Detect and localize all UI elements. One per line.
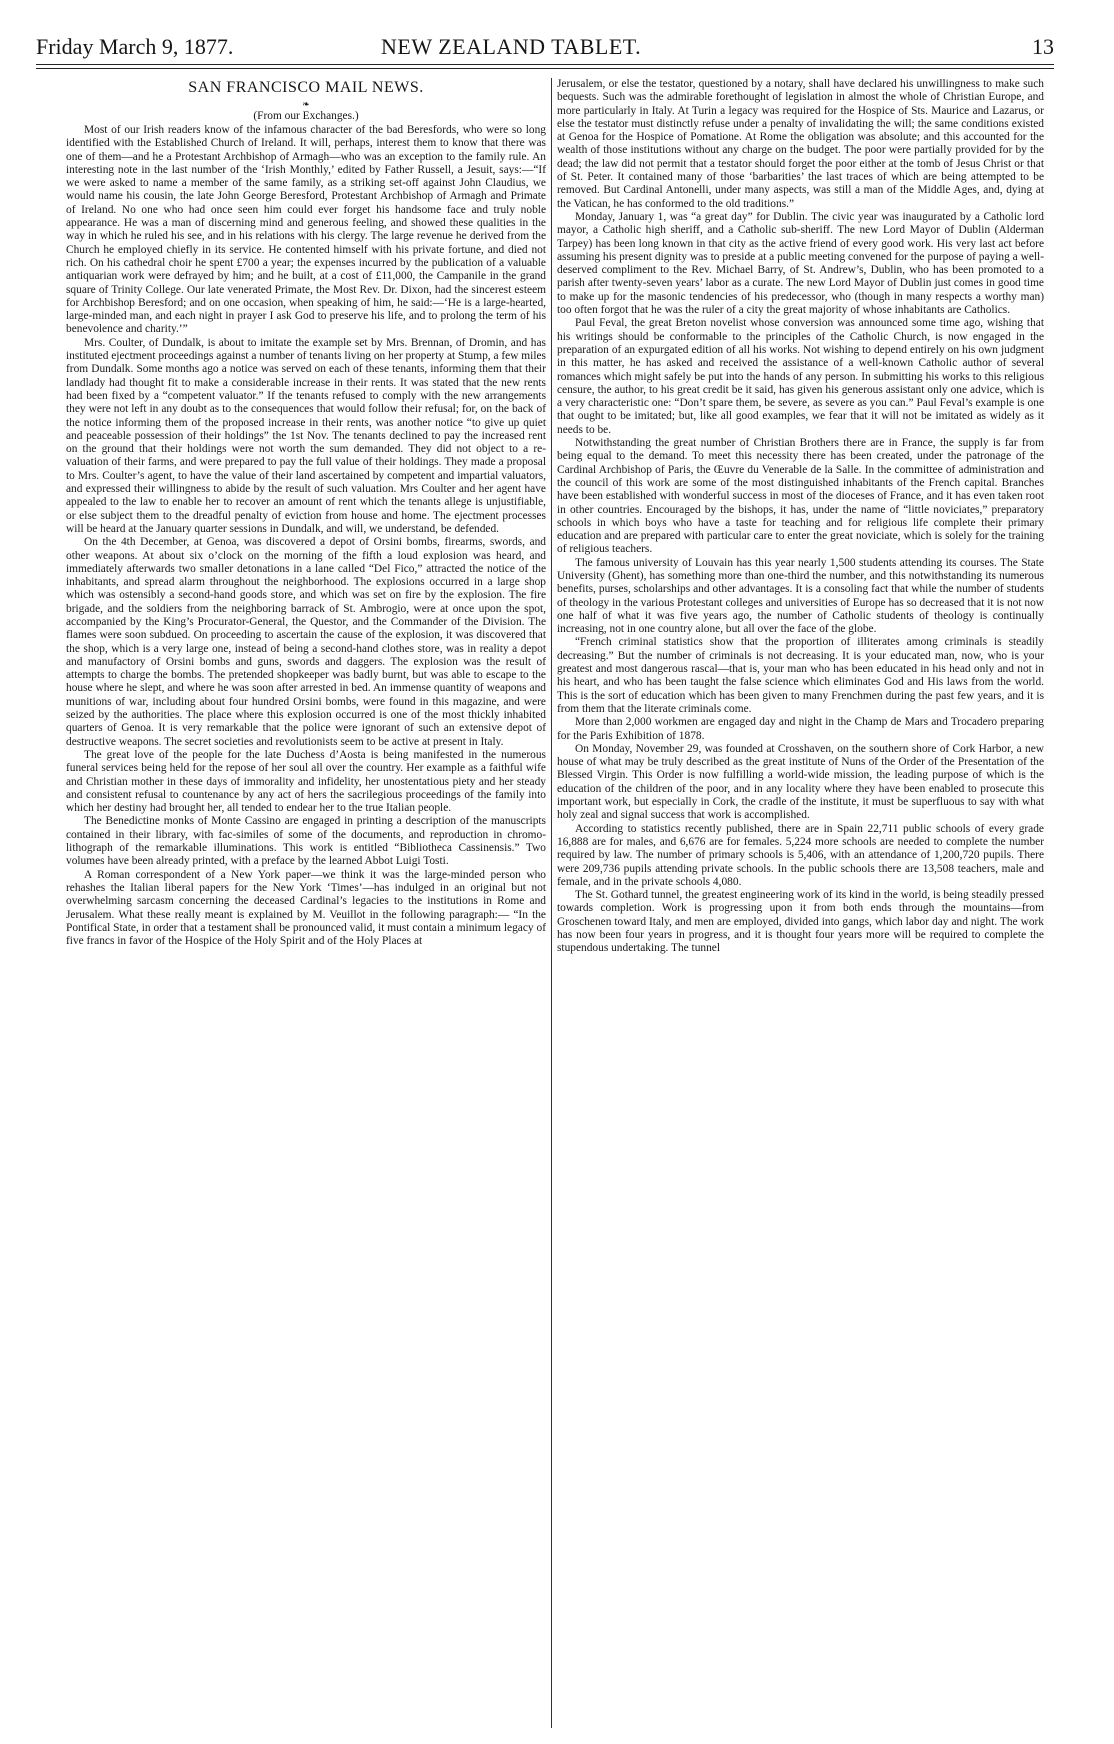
masthead-rule-thin — [36, 68, 1054, 69]
newspaper-title: NEW ZEALAND TABLET. — [381, 34, 642, 59]
masthead — [36, 34, 1054, 64]
article-paragraph: The St. Gothard tunnel, the greatest engineering work of its kind in the world, is being steadily pressed towards completion. Work is progressing upon it from both ends through the mountains—from Groschenen toward Italy, and men are employed, divided into gangs, which labor day and night. The work has now been four years in progress, and it is thought four years more will be required to complete the stupendous undertaking. The tunnel — [557, 889, 1044, 955]
article-byline: (From our Exchanges.) — [253, 110, 359, 122]
right-column — [557, 78, 1044, 956]
article-paragraph: Notwithstanding the great number of Christian Brothers there are in France, the supply is far from being equal to the demand. To meet this necessity there has been created, under the patronage of the Cardinal Archbishop of Paris, the Œuvre du Venerable de la Salle. In the committee of administration and the council of this work are some of the most distinguished inhabitants of the French capital. Branches have been established with wonderful success in most of the dioceses of France, and it has even taken root in other countries. Encouraged by the bishops, it has, under the name of “little noviciates,” preparatory schools in which boys who have a taste for teaching and for religious life complete their primary education and are prepared with particular care to enter the great noviciate, which is solely for the training of religious teachers. — [557, 437, 1044, 556]
article-paragraph: The great love of the people for the late Duchess d’Aosta is being manifested in the numerous funeral services being held for the repose of her soul all over the country. Her example as a faithful wife and Christian mother in these days of immorality and infidelity, her unostentatious piety and her steady and consistent refusal to countenance by any act of hers the sacrilegious proceedings of the family into which her destiny had brought her, all tended to endear her to the true Italian people. — [66, 748, 546, 815]
article-paragraph: On Monday, November 29, was founded at Crosshaven, on the southern shore of Cork Harbor, a new house of what may be truly described as the great institute of Nuns of the Order of the Presentation of the Blessed Virgin. This Order is now fulfilling a world-wide mission, the leading purpose of which is the education of the children of the poor, and in any locality where they have been enabled to prosecute this important work, but especially in Cork, the cradle of the institute, it must be superfluous to say with what holy zeal and signal success that work is accomplished. — [557, 742, 1044, 822]
headline-ornament: ❧ — [302, 99, 310, 109]
article-paragraph: Monday, January 1, was “a great day” for Dublin. The civic year was inaugurated by a Catholic lord mayor, a Catholic high sheriff, and a Catholic sub-sheriff. The new Lord Mayor of Dublin (Alderman Tarpey) has been long known in that city as the active friend of every good work. His very last act before assuming his present dignity was to preside at a public meeting convened for the purpose of paying a well-deserved compliment to the Rev. Michael Barry, of St. Andrew’s, Dublin, who has been promoted to a parish after twenty-seven years’ labor as a curate. The new Lord Mayor of Dublin just comes in good time to make up for the masonic tendencies of his predecessor, who (though in many respects a worthy man) too often forgot that he was the ruler of a city the great majority of whose inhabitants are Catholics. — [557, 210, 1044, 317]
article-paragraph: “French criminal statistics show that the proportion of illiterates among criminals is steadily decreasing.” But the number of criminals is not decreasing. It is your educated man, now, who is your greatest and most dangerous rascal—that is, your man who has been educated in his head only and not in his heart, and who has been taught the false science which eliminates God and His laws from the world. This is the sort of education which has been given to many Frenchmen during the past few years, and it is from them that the literate criminals come. — [557, 636, 1044, 715]
masthead-rule — [36, 64, 1054, 65]
article-paragraph: Mrs. Coulter, of Dundalk, is about to imitate the example set by Mrs. Brennan, of Dromin, and has instituted ejectment proceedings against a number of tenants living on her property at Stump, a few miles from Dundalk. Some months ago a notice was served on each of these tenants, informing them that their landlady had thought fit to make a considerable increase in their rents. It was stated that the new rents had been fixed by a “competent valuator.” If the tenants refused to comply with the new arrangements they were not left in any doubt as to the consequences that would follow their refusal; for, on the back of the notice informing them of the proposed increase in their rents, was another notice “to give up quiet and peaceable possession of their holdings” the 1st Nov. The tenants declined to pay the increased rent on the ground that their holdings were not worth the sum demanded. They did not object to a re-valuation of their farms, and were prepared to pay the full value of their holdings. They made a proposal to Mrs. Coulter’s agent, to have the value of their land ascertained by competent and impartial valuators, and expressed their willingness to abide by the result of such valuation. Mrs Coulter and her agent have appealed to the law to enable her to recover an amount of rent which the tenants allege is unjustifiable, or else subject them to the dreadful penalty of eviction from house and home. The ejectment processes will be heard at the January quarter sessions in Dundalk, and will, we understand, be defended. — [66, 336, 546, 535]
article-headline: SAN FRANCISCO MAIL NEWS. — [188, 79, 424, 96]
article-paragraph: A Roman correspondent of a New York paper—we think it was the large-minded person who rehashes the Italian liberal papers for the New York ‘Times’—has indulged in an original but not overwhelming sarcasm concerning the deceased Cardinal’s legacies to the institutions in Rome and Jerusalem. What these really meant is explained by M. Veuillot in the following paragraph:— “In the Pontifical State, in order that a testament shall be pronounced valid, it must contain a minimum legacy of five francs in favor of the Hospice of the Holy Spirit and of the Holy Places at — [66, 868, 546, 948]
left-column — [66, 78, 546, 948]
column-divider — [551, 78, 552, 1728]
article-paragraph: Most of our Irish readers know of the infamous character of the bad Beresfords, who were so long identified with the Established Church of Ireland. It will, perhaps, interest them to know that there was one of them—and he a Protestant Archbishop of Armagh—who was an exception to the family rule. An interesting note in the last number of the ‘Irish Monthly,’ edited by Father Russell, a Jesuit, says:—“If we were asked to name a member of the same family, as a striking set-off against John Claudius, we would name his cousin, the late John George Beresford, Protestant Archbishop of Armagh and Primate of Ireland. No one who had once seen him could ever forget his handsome face and truly noble appearance. He was a man of discerning mind and generous feeling, and showed these qualities in the way in which he ruled his see, and in his relations with his clergy. The large revenue he derived from the Church he employed chiefly in its service. He contented himself with his private fortune, and died not rich. On his cathedral choir he spent £700 a year; the expenses incurred by the publication of a valuable antiquarian work were defrayed by him; and he built, at a cost of £11,000, the Campanile in the grand square of Trinity College. Our late venerated Primate, the Most Rev. Dr. Dixon, had the sincerest esteem for Archbishop Beresford; and on one occasion, when speaking of him, he said:—‘He is a large-hearted, large-minded man, and each night in prayer I ask God to preserve his life, and to prolong the term of his benevolence and charity.’” — [66, 124, 546, 336]
article-paragraph: On the 4th December, at Genoa, was discovered a depot of Orsini bombs, firearms, swords, and other weapons. At about six o’clock on the morning of the fifth a loud explosion was heard, and immediately afterwards two smaller detonations in a lane called “Del Fico,” attracted the notice of the inhabitants, and spread alarm throughout the neighborhood. The explosions occurred in a large shop which was ostensibly a second-hand goods store, and which was set on fire by the explosion. The fire brigade, and the soldiers from the neighboring barrack of St. Ambrogio, were at once upon the spot, accompanied by the King’s Procurator-General, the Questor, and the Commander of the Division. The flames were soon subdued. On proceeding to ascertain the cause of the explosion, it was discovered that the shop, which is a very large one, instead of being a second-hand clothes store, was in reality a depot and manufactory of Orsini bombs and guns, swords and daggers. The explosion was the result of attempts to charge the bombs. The pretended shopkeeper was badly burnt, but was able to escape to the house where he slept, and where he was soon after arrested in bed. An immense quantity of weapons and munitions of war, including about four hundred Orsini bombs, were found in this magazine, and were seized by the authorities. The place where this explosion occurred is one of the most thickly inhabited quarters of Genoa. It is very remarkable that the police were ignorant of such an extensive depot of destructive weapons. The secret societies and revolutionists seem to be active at present in Italy. — [66, 536, 546, 748]
issue-date: Friday March 9, 1877. — [36, 34, 234, 59]
article-paragraph: The famous university of Louvain has this year nearly 1,500 students attending its courses. The State University (Ghent), has something more than one-third the number, and this notwithstanding its numerous benefits, purses, scholarships and other advantages. It is a consoling fact that while the number of students of theology in the various Protestant colleges and universities of Europe has so decreased that it is not now one half of what it was five years ago, the number of Catholic students of theology is continually increasing, not in one country alone, but all over the face of the globe. — [557, 556, 1044, 636]
article-paragraph: More than 2,000 workmen are engaged day and night in the Champ de Mars and Trocadero preparing for the Paris Exhibition of 1878. — [557, 716, 1044, 742]
article-paragraph: Paul Feval, the great Breton novelist whose conversion was announced some time ago, wishing that his writings should be conformable to the principles of the Catholic Church, is now engaged in the preparation of an expurgated edition of all his works. Not wishing to depend entirely on his own judgment in this matter, he has asked and received the assistance of a well-known Catholic author of several romances which might safely be put into the hands of any person. In submitting his works to this religious censure, the author, to his great credit be it said, has given his generous assistant only one advice, which is a very characteristic one: “Don’t spare them, be severe, as severe as you can.” Paul Feval’s example is one that ought to be imitated; but, like all good examples, we fear that it will not be imitated as widely as it needs to be. — [557, 317, 1044, 436]
article-paragraph: According to statistics recently published, there are in Spain 22,711 public schools of every grade 16,888 are for males, and 6,676 are for females. 5,224 more schools are needed to complete the number required by law. The number of primary schools is 5,406, with an attendance of 1,200,720 pupils. There were 209,736 pupils attending private schools. In the public schools there are 13,508 teachers, male and female, and in the private schools 4,080. — [557, 822, 1044, 888]
article-paragraph: The Benedictine monks of Monte Cassino are engaged in printing a description of the manuscripts contained in their library, with fac-similes of some of the documents, and reproduction in chromo-lithograph of the remarkable illuminations. This work is entitled “Bibliotheca Cassinensis.” Two volumes have been already printed, with a preface by the learned Abbot Luigi Tosti. — [66, 815, 546, 868]
article-paragraph: Jerusalem, or else the testator, questioned by a notary, shall have declared his unwillingness to make such bequests. Such was the admirable forethought of legislation in almost the whole of Christian Europe, and more particularly in Italy. At Turin a legacy was required for the Hospice of Sts. Maurice and Lazarus, or else the testator must distinctly refuse under a penalty of invalidating the will; the same conditions existed at Genoa for the Hospice of Pomatione. At Rome the obligation was absolute; and this accounted for the wealth of those institutions without any charge on the budget. The poor were partially provided for by the dead; the law did not permit that a testator should forget the poor either at the tomb of Jesus Christ or that of St. Peter. It contained many of those ‘barbarities’ the last traces of which are being attempted to be removed. But Cardinal Antonelli, under many aspects, was still a man of the Middle Ages, and, dying at the Vatican, he has conformed to the old traditions.” — [557, 78, 1044, 210]
page-number: 13 — [1032, 34, 1054, 59]
